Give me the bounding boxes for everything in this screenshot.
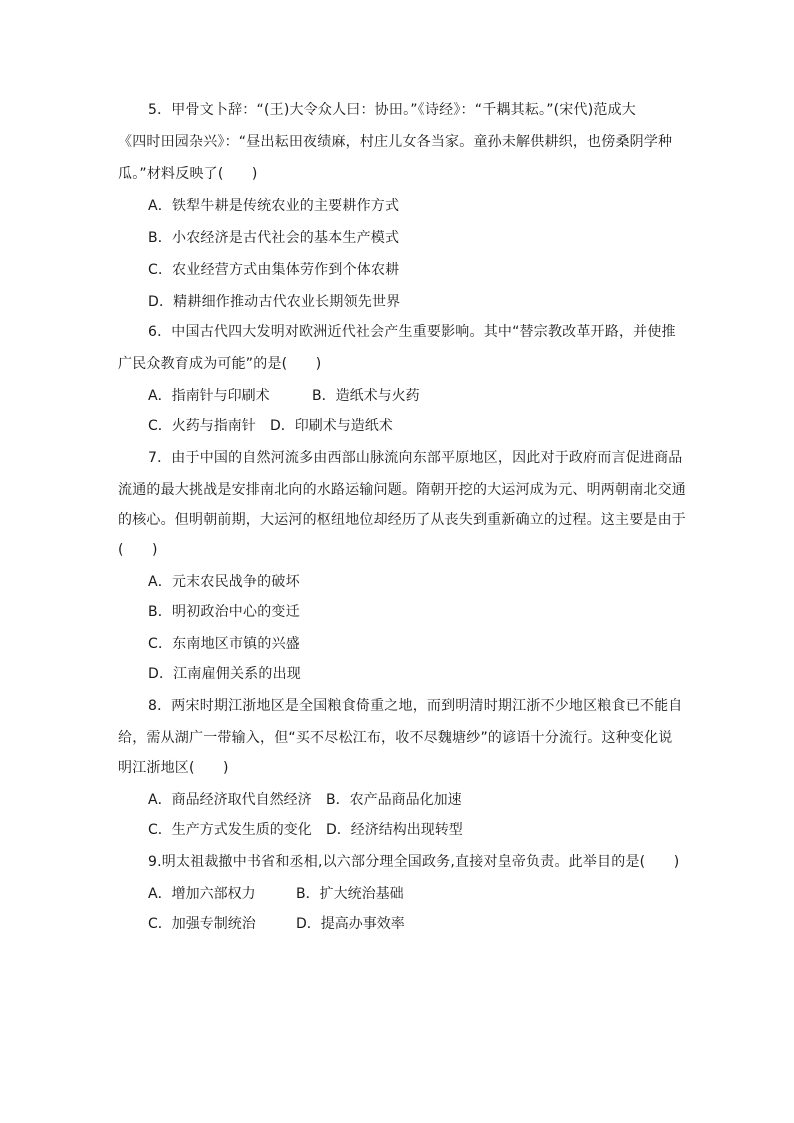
- q5-stem-line-2: 《四时田园杂兴》：“昼出耘田夜绩麻，村庄儿女各当家。童孙未解供耕织，也傍桑阴学种: [118, 134, 673, 150]
- q8-stem-line-2: 给，需从湖广一带输入，但“买不尽松江布，收不尽魏塘纱”的谚语十分流行。这种变化说: [118, 730, 673, 746]
- q7-stem-line-3: 的核心。但明朝前期，大运河的枢纽地位却经历了从丧失到重新确立的过程。这主要是由于: [118, 512, 686, 528]
- q6-stem-line-2: 广民众教育成为可能”的是( ): [118, 356, 322, 372]
- q8-option-c: C．生产方式发生质的变化: [148, 822, 312, 838]
- q5-option-a: A．铁犁牛耕是传统农业的主要耕作方式: [148, 198, 400, 214]
- q8-stem-line-3: 明江浙地区( ): [118, 760, 229, 776]
- q5-stem-line-1: 5．甲骨文卜辞：“(王)大令众人曰：协田。”《诗经》：“千耦其耘。”(宋代)范成大: [148, 102, 636, 118]
- q5-stem-line-3: 瓜。”材料反映了( ): [118, 166, 258, 182]
- q8-option-a: A．商品经济取代自然经济: [148, 792, 312, 808]
- q7-stem-line-4: ( ): [118, 542, 158, 558]
- q7-option-d: D．江南雇佣关系的出现: [148, 666, 301, 682]
- q6-option-b: B．造纸术与火药: [312, 388, 420, 404]
- q9-option-a: A．增加六部权力: [148, 886, 256, 902]
- q9-option-c: C．加强专制统治: [148, 916, 256, 932]
- q8-option-b: B．农产品商品化加速: [326, 792, 462, 808]
- q7-option-b: B．明初政治中心的变迁: [148, 604, 300, 620]
- q8-stem-line-1: 8．两宋时期江浙地区是全国粮食倚重之地，而到明清时期江浙不少地区粮食已不能自: [148, 698, 683, 714]
- q7-stem-line-2: 流通的最大挑战是安排南北向的水路运输问题。隋朝开挖的大运河成为元、明两朝南北交通: [118, 482, 686, 498]
- q9-stem-line-1: 9.明太祖裁撤中书省和丞相,以六部分理全国政务,直接对皇帝负责。此举目的是( ): [148, 854, 680, 870]
- q6-option-a: A．指南针与印刷术: [148, 388, 270, 404]
- q6-option-d: D．印刷术与造纸术: [270, 418, 393, 434]
- q9-option-d: D．提高办事效率: [296, 916, 405, 932]
- q5-option-b: B．小农经济是古代社会的基本生产模式: [148, 230, 400, 246]
- q7-option-a: A．元末农民战争的破坏: [148, 574, 300, 590]
- q5-option-c: C．农业经营方式由集体劳作到个体农耕: [148, 262, 400, 278]
- q7-option-c: C．东南地区市镇的兴盛: [148, 636, 300, 652]
- q8-option-d: D．经济结构出现转型: [326, 822, 463, 838]
- q5-option-d: D．精耕细作推动古代农业长期领先世界: [148, 294, 401, 310]
- q7-stem-line-1: 7．由于中国的自然河流多由西部山脉流向东部平原地区，因此对于政府而言促进商品: [148, 450, 683, 466]
- q6-stem-line-1: 6．中国古代四大发明对欧洲近代社会产生重要影响。其中“替宗教改革开路，并使推: [148, 324, 676, 340]
- q9-option-b: B．扩大统治基础: [296, 886, 404, 902]
- q6-option-c: C．火药与指南针: [148, 418, 256, 434]
